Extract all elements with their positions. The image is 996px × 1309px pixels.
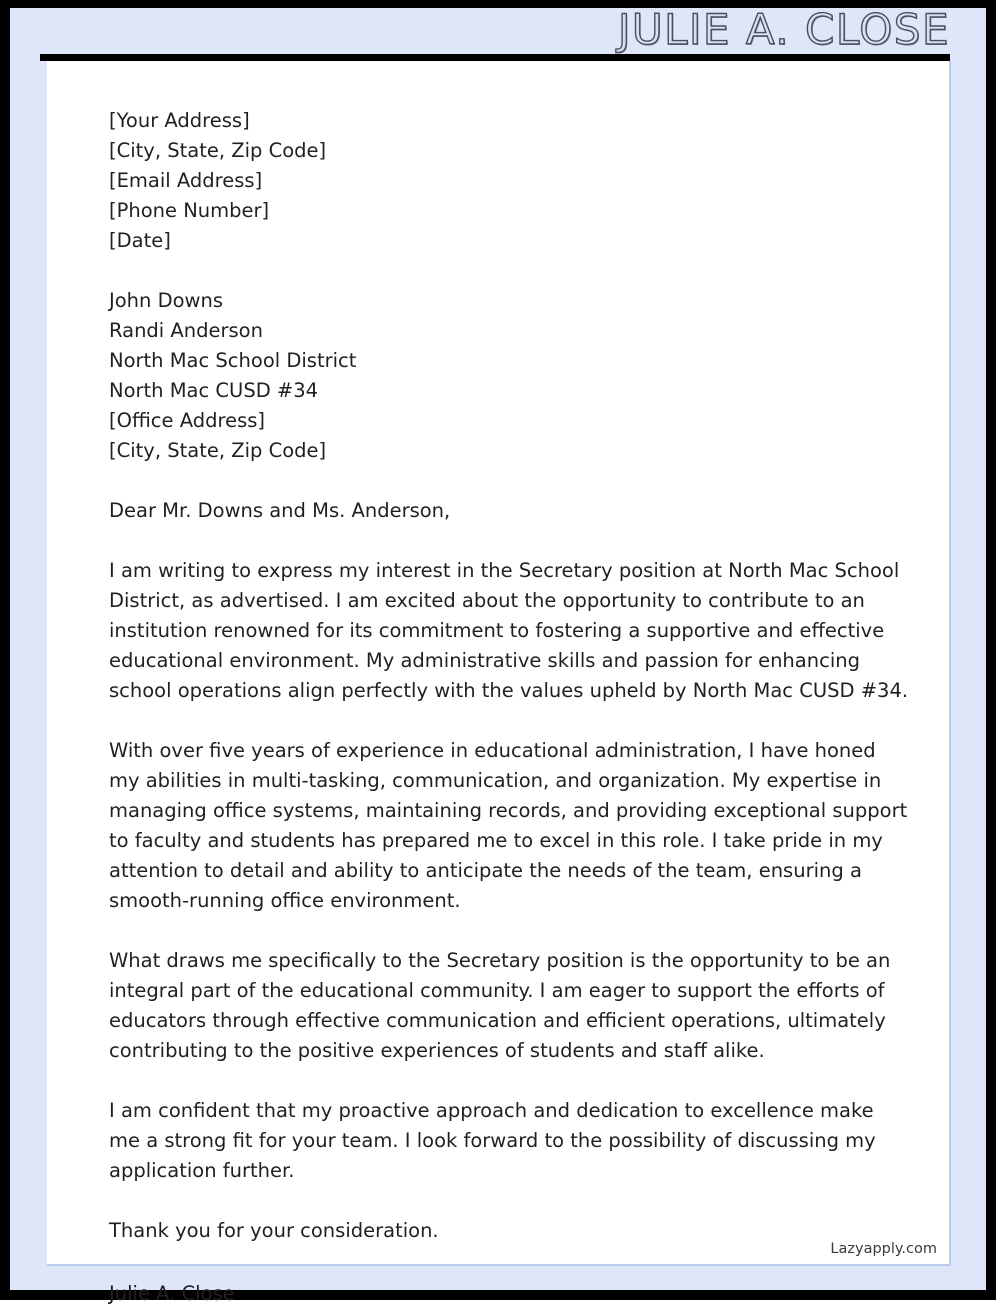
- recipient-line: John Downs: [109, 289, 224, 312]
- letterhead-band: [10, 5, 986, 55]
- sender-address-block: [109, 106, 909, 256]
- recipient-line: Randi Anderson: [109, 319, 263, 342]
- body-paragraph-3: What draws me specifically to the Secretary position is the opportunity to be an integral part of the educational community. I am eager to support the efforts of educators through effective communication and efficient operations, ultimately contributing to the positive experiences of students and staff alike.: [109, 949, 891, 1062]
- recipient-line: [Office Address]: [109, 409, 265, 432]
- sender-line: [Email Address]: [109, 169, 263, 192]
- body-paragraph-2: With over five years of experience in educational administration, I have honed my abilities in multi-tasking, communication, and organization. My expertise in managing office systems, maintaining records, and providing exceptional support to faculty and students has prepared me to excel in this role. I take pride in my attention to detail and ability to anticipate the needs of the team, ensuring a smooth-running office environment.: [109, 739, 908, 912]
- letterhead-name: JULIE A. CLOSE: [618, 5, 950, 54]
- sender-line: [Your Address]: [109, 109, 250, 132]
- recipient-line: North Mac School District: [109, 349, 357, 372]
- sender-line: [City, State, Zip Code]: [109, 139, 327, 162]
- body-paragraph-4: I am confident that my proactive approach and dedication to excellence make me a strong fit for your team. I look forward to the possibility of discussing my application further.: [109, 1099, 876, 1182]
- thank-you-line: Thank you for your consideration.: [109, 1219, 439, 1242]
- recipient-line: [City, State, Zip Code]: [109, 439, 327, 462]
- letterhead-divider: [40, 54, 950, 61]
- signature-name: Julie A. Close: [109, 1282, 235, 1305]
- salutation: Dear Mr. Downs and Ms. Anderson,: [109, 499, 451, 522]
- document-mat: [10, 5, 986, 1305]
- recipient-line: North Mac CUSD #34: [109, 379, 319, 402]
- letter-page: [47, 61, 951, 1266]
- letter-body: [109, 106, 909, 1266]
- sender-line: [Date]: [109, 229, 171, 252]
- watermark: Lazyapply.com: [830, 1241, 937, 1257]
- recipient-address-block: [109, 286, 909, 466]
- sender-line: [Phone Number]: [109, 199, 270, 222]
- body-paragraph-1: I am writing to express my interest in the Secretary position at North Mac School District, as advertised. I am excited about the opportunity to contribute to an institution renowned for its commitment to fostering a supportive and effective educational environment. My administrative skills and passion for enhancing school operations align perfectly with the values upheld by North Mac CUSD #34.: [109, 559, 909, 702]
